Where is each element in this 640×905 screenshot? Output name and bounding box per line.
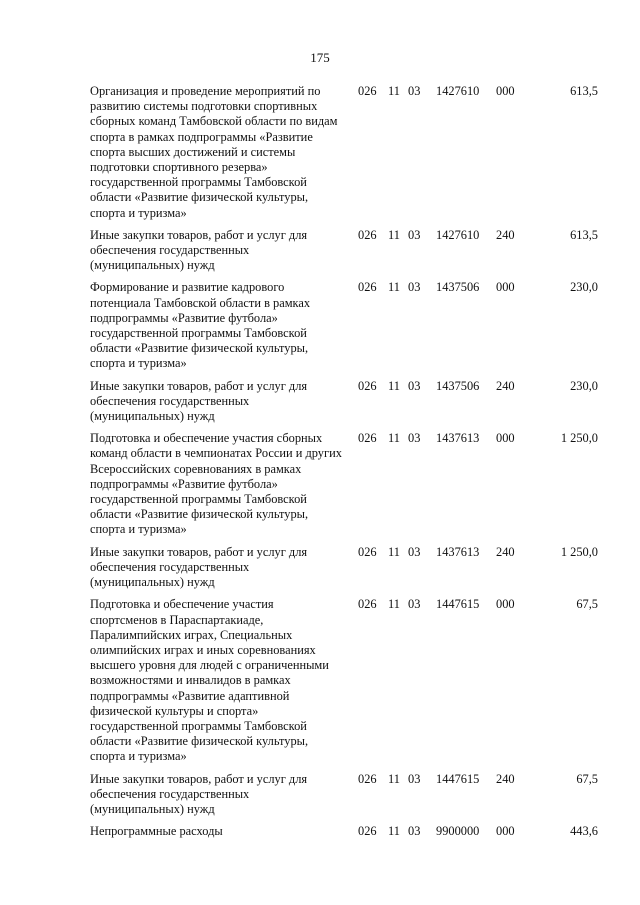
row-subsection-code: 03	[408, 824, 421, 839]
table-row	[90, 597, 598, 771]
column-gap	[344, 379, 358, 432]
row-amount: 443,6	[570, 824, 598, 839]
row-target-article-code: 1447615	[436, 771, 480, 786]
row-description: Формирование и развитие кадрового потенциала Тамбовской области в рамках подпрограммы «Развитие футбола» государственной программы Тамбовской области «Развитие физической культуры, спорта и туризма»	[90, 280, 311, 371]
row-section-code: 11	[388, 280, 400, 295]
table-row	[90, 228, 598, 281]
row-section-code: 11	[388, 227, 400, 242]
row-ved-code: 026	[358, 280, 377, 295]
row-subsection-code: 03	[408, 597, 421, 612]
row-ved-code: 026	[358, 771, 377, 786]
table-row	[90, 545, 598, 598]
row-target-article-code: 1427610	[436, 227, 480, 242]
row-amount: 67,5	[576, 597, 598, 612]
row-ved-code: 026	[358, 544, 377, 559]
row-ved-code: 026	[358, 378, 377, 393]
row-subsection-code: 03	[408, 280, 421, 295]
row-description: Иные закупки товаров, работ и услуг для обеспечения государственных (муниципальных) нужд	[90, 544, 308, 590]
column-gap	[344, 545, 358, 598]
column-gap	[344, 824, 358, 846]
column-gap	[344, 228, 358, 281]
row-expense-type-code: 000	[496, 431, 515, 446]
row-section-code: 11	[388, 824, 400, 839]
column-gap	[344, 772, 358, 825]
row-target-article-code: 1427610	[436, 84, 480, 98]
column-gap	[344, 597, 358, 771]
row-expense-type-code: 240	[496, 227, 515, 242]
table-row	[90, 431, 598, 544]
row-description: Иные закупки товаров, работ и услуг для обеспечения государственных (муниципальных) нужд	[90, 227, 308, 273]
row-section-code: 11	[388, 597, 400, 612]
row-amount: 230,0	[570, 378, 598, 393]
row-subsection-code: 03	[408, 378, 421, 393]
row-expense-type-code: 240	[496, 771, 515, 786]
row-expense-type-code: 000	[496, 824, 515, 839]
row-expense-type-code: 000	[496, 280, 515, 295]
row-subsection-code: 03	[408, 544, 421, 559]
row-subsection-code: 03	[408, 227, 421, 242]
row-expense-type-code: 240	[496, 378, 515, 393]
row-amount: 613,5	[570, 84, 598, 98]
table-row	[90, 84, 598, 228]
table-row	[90, 280, 598, 378]
row-subsection-code: 03	[408, 84, 421, 98]
table-row	[90, 772, 598, 825]
row-ved-code: 026	[358, 597, 377, 612]
row-description: Организация и проведение мероприятий по развитию системы подготовки спортивных сборных команд Тамбовской области по видам спорта в рамках подпрограммы «Развитие спорта высших достижений и системы подготовки спортивного резерва» государственной программы Тамбовской области «Развитие физической культуры, спорта и туризма»	[90, 84, 338, 220]
row-ved-code: 026	[358, 431, 377, 446]
row-ved-code: 026	[358, 824, 377, 839]
row-target-article-code: 1447615	[436, 597, 480, 612]
row-section-code: 11	[388, 378, 400, 393]
row-description: Подготовка и обеспечение участия спортсменов в Параспартакиаде, Паралимпийских играх, Специальных олимпийских играх и иных соревнованиях высшего уровня для людей с ограниченными возможностями и инвалидов в рамках подпрограммы «Развитие адаптивной физической культуры и спорта» государственной программы Тамбовской области «Развитие физической культуры, спорта и туризма»	[90, 597, 329, 764]
row-ved-code: 026	[358, 84, 377, 98]
column-gap	[344, 84, 358, 228]
row-amount: 613,5	[570, 227, 598, 242]
row-target-article-code: 1437506	[436, 280, 480, 295]
row-target-article-code: 1437613	[436, 544, 480, 559]
row-section-code: 11	[388, 431, 400, 446]
row-amount: 1 250,0	[560, 544, 598, 559]
row-description: Иные закупки товаров, работ и услуг для обеспечения государственных (муниципальных) нужд	[90, 771, 308, 816]
row-target-article-code: 9900000	[436, 824, 480, 839]
column-gap	[344, 431, 358, 544]
table-row	[90, 379, 598, 432]
row-target-article-code: 1437613	[436, 431, 480, 446]
row-section-code: 11	[388, 84, 400, 98]
row-amount: 1 250,0	[560, 431, 598, 446]
page-number: 175	[310, 50, 330, 65]
row-amount: 230,0	[570, 280, 598, 295]
row-description: Подготовка и обеспечение участия сборных команд области в чемпионатах России и других Всероссийских соревнованиях в рамках подпрограммы «Развитие футбола» государственной программы Тамбовской области «Развитие физической культуры, спорта и туризма»	[90, 431, 342, 537]
row-description: Иные закупки товаров, работ и услуг для обеспечения государственных (муниципальных) нужд	[90, 378, 308, 424]
row-expense-type-code: 000	[496, 597, 515, 612]
row-target-article-code: 1437506	[436, 378, 480, 393]
row-section-code: 11	[388, 544, 400, 559]
row-expense-type-code: 240	[496, 544, 515, 559]
row-subsection-code: 03	[408, 431, 421, 446]
budget-table	[90, 84, 598, 846]
row-subsection-code: 03	[408, 771, 421, 786]
row-amount: 67,5	[576, 771, 598, 786]
column-gap	[344, 280, 358, 378]
row-expense-type-code: 000	[496, 84, 515, 98]
table-row	[90, 824, 598, 846]
row-ved-code: 026	[358, 227, 377, 242]
row-section-code: 11	[388, 771, 400, 786]
row-description: Непрограммные расходы	[90, 824, 223, 839]
